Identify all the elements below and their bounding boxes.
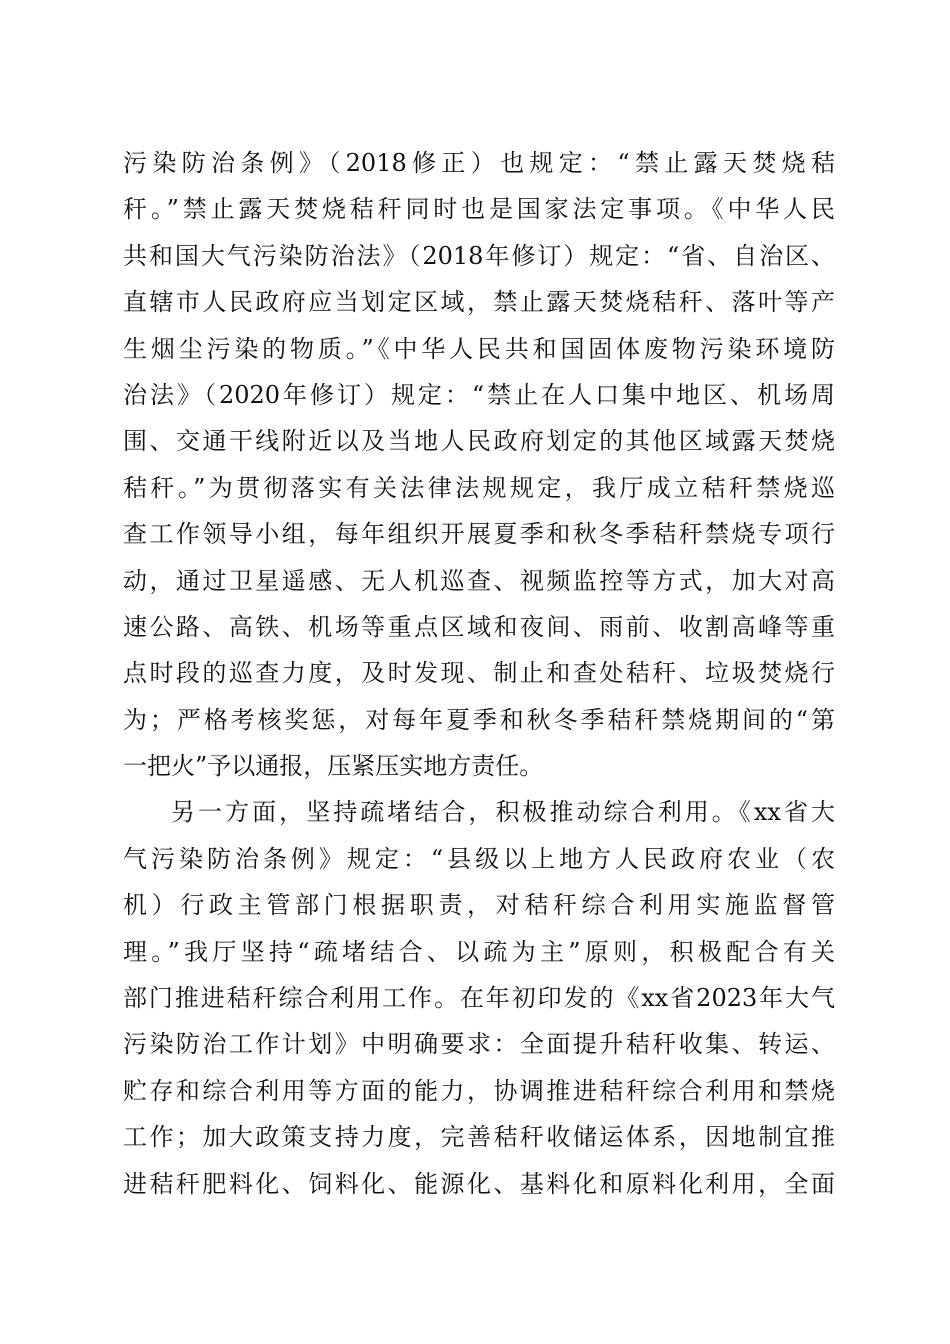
text-line: 共和国大气污染防治法》（2018年修订）规定：“省、自治区、 [123,241,835,270]
text-line: 直辖市人民政府应当划定区域，禁止露天焚烧秸秆、落叶等产 [123,288,835,317]
text-line: 一把火”予以通报，压紧压实地方责任。 [123,752,544,781]
document-body [123,140,835,1207]
text-line: 秸秆。”为贯彻落实有关法律法规规定，我厅成立秸秆禁烧巡 [123,473,835,502]
text-line: 贮存和综合利用等方面的能力，协调推进秸秆综合利用和禁烧 [123,1076,835,1105]
text-line: 查工作领导小组，每年组织开展夏季和秋冬季秸秆禁烧专项行 [123,520,835,549]
text-line: 理。”我厅坚持“疏堵结合、以疏为主”原则，积极配合有关 [123,937,835,966]
text-line: 治法》（2020年修订）规定：“禁止在人口集中地区、机场周 [123,380,835,409]
text-line: 另一方面，坚持疏堵结合，积极推动综合利用。《xx省大 [171,798,835,827]
text-line: 工作；加大政策支持力度，完善秸秆收储运体系，因地制宜推 [123,1123,835,1152]
text-line: 动，通过卫星遥感、无人机巡查、视频监控等方式，加大对高 [123,566,835,595]
paragraph-1 [123,140,835,789]
text-line: 污染防治条例》（2018修正）也规定：“禁止露天焚烧秸 [123,149,835,177]
text-line: 点时段的巡查力度，及时发现、制止和查处秸秆、垃圾焚烧行 [123,659,835,688]
text-line: 气污染防治条例》规定：“县级以上地方人民政府农业（农 [123,844,835,873]
text-line: 秆。”禁止露天焚烧秸秆同时也是国家法定事项。《中华人民 [123,195,835,224]
text-line: 进秸秆肥料化、饲料化、能源化、基料化和原料化利用，全面 [123,1169,835,1198]
text-line: 速公路、高铁、机场等重点区域和夜间、雨前、收割高峰等重 [123,612,835,641]
text-line: 围、交通干线附近以及当地人民政府划定的其他区域露天焚烧 [123,427,835,456]
text-line: 为；严格考核奖惩，对每年夏季和秋冬季秸秆禁烧期间的“第 [123,705,835,734]
text-line: 生烟尘污染的物质。”《中华人民共和国固体废物污染环境防 [123,334,835,363]
text-line: 部门推进秸秆综合利用工作。在年初印发的《xx省2023年大气 [123,984,835,1013]
paragraph-2 [123,789,835,1207]
text-line: 机）行政主管部门根据职责，对秸秆综合利用实施监督管 [123,891,835,920]
text-line: 污染防治工作计划》中明确要求：全面提升秸秆收集、转运、 [123,1030,835,1059]
